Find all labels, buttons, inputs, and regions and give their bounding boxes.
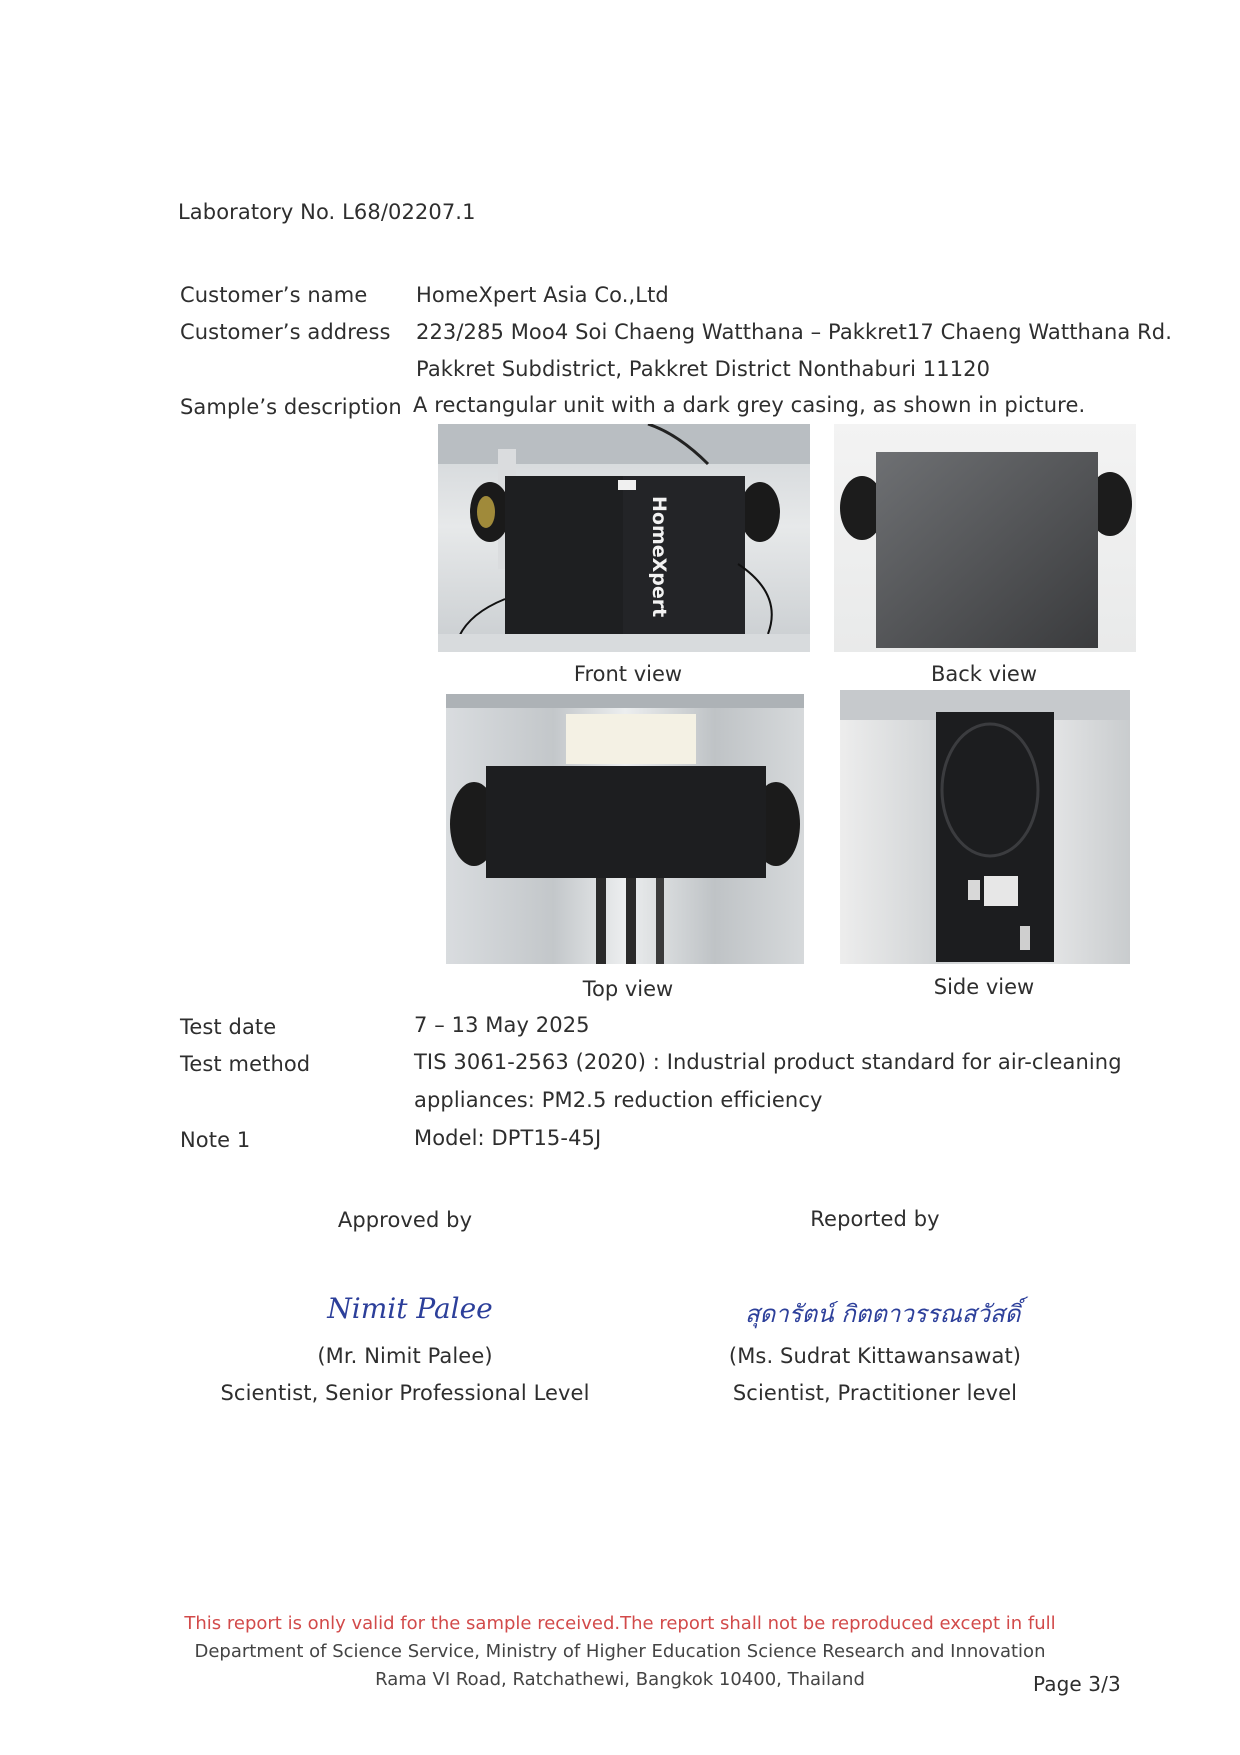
- customer-address-label: Customer’s address: [180, 320, 391, 344]
- side-view-caption: Side view: [933, 975, 1035, 999]
- back-view-photo: [834, 424, 1136, 652]
- top-view-illustration: [446, 694, 804, 964]
- approver-signature: Nimit Palee: [327, 1292, 493, 1325]
- note-label: Note 1: [180, 1128, 251, 1152]
- test-method-label: Test method: [180, 1052, 311, 1076]
- approved-by-label: Approved by: [337, 1208, 473, 1232]
- sample-description-label: Sample’s description: [180, 395, 402, 419]
- approver-title: Scientist, Senior Professional Level: [220, 1381, 590, 1405]
- test-method-line2: appliances: PM2.5 reduction efficiency: [414, 1088, 823, 1112]
- front-view-illustration: [438, 424, 810, 652]
- reporter-name: (Ms. Sudrat Kittawansawat): [728, 1344, 1022, 1368]
- watermark: [730, 60, 740, 95]
- footer-address: Rama VI Road, Ratchathewi, Bangkok 10400, Thailand: [375, 1669, 865, 1690]
- footer-validity-notice: This report is only valid for the sample received.The report shall not be reproduced except in full: [184, 1613, 1056, 1634]
- reporter-title: Scientist, Practitioner level: [732, 1381, 1018, 1405]
- reported-by-label: Reported by: [810, 1207, 940, 1231]
- back-view-illustration: [834, 424, 1136, 652]
- test-method-line1: TIS 3061-2563 (2020) : Industrial product standard for air-cleaning: [414, 1050, 1122, 1074]
- back-view-caption: Back view: [930, 662, 1037, 686]
- top-view-photo: [446, 694, 804, 964]
- test-date: 7 – 13 May 2025: [414, 1013, 590, 1037]
- footer-department: Department of Science Service, Ministry of Higher Education Science Research and Innovation: [194, 1641, 1046, 1662]
- sample-description: A rectangular unit with a dark grey casing, as shown in picture.: [413, 393, 1086, 417]
- device-brand-label: HomeXpert: [648, 496, 670, 618]
- top-view-caption: Top view: [582, 977, 674, 1001]
- approver-name: (Mr. Nimit Palee): [317, 1344, 493, 1368]
- customer-address-line2: Pakkret Subdistrict, Pakkret District Nonthaburi 11120: [416, 357, 991, 381]
- side-view-illustration: [840, 690, 1130, 964]
- front-view-photo: [438, 424, 810, 652]
- note-value: Model: DPT15-45J: [414, 1126, 602, 1150]
- test-date-label: Test date: [180, 1015, 277, 1039]
- lab-number: Laboratory No. L68/02207.1: [178, 200, 476, 224]
- front-view-caption: Front view: [573, 662, 683, 686]
- customer-name: HomeXpert Asia Co.,Ltd: [416, 283, 669, 307]
- customer-address-line1: 223/285 Moo4 Soi Chaeng Watthana – Pakkret17 Chaeng Watthana Rd.: [416, 320, 1172, 344]
- side-view-photo: [840, 690, 1130, 964]
- page-number: Page 3/3: [1033, 1672, 1121, 1696]
- customer-name-label: Customer’s name: [180, 283, 368, 307]
- reporter-signature: สุดารัตน์ กิตตาวรรณสวัสดิ์: [745, 1300, 1021, 1328]
